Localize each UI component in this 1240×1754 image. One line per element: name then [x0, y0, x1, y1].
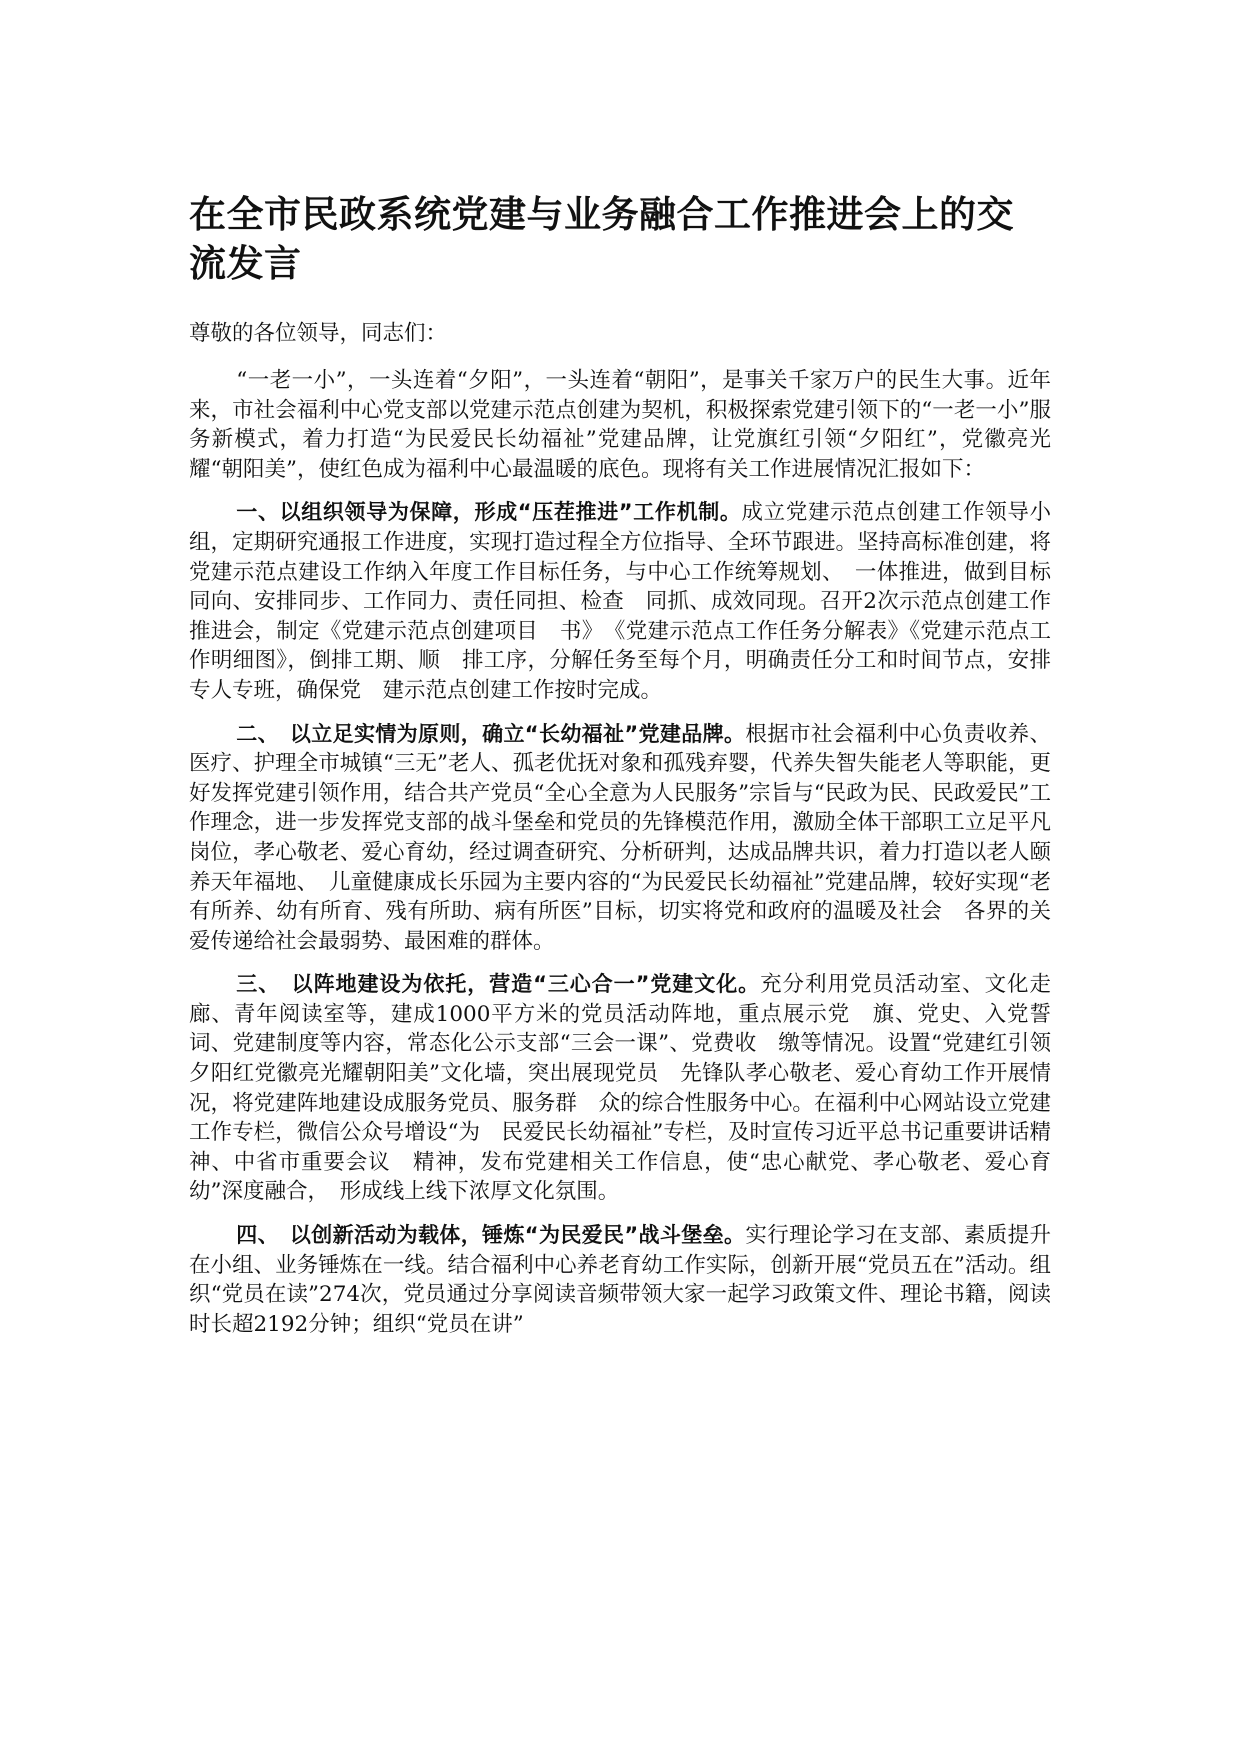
paragraph-text: 实行理论学习在支部、素质提升在小组、业务锤炼在一线。结合福利中心养老育幼工作实际，创新开展“党员五在”活动。组织“党员在读”274次，党员通过分享阅读音频带领大家一起学习政策文件、理论书籍，阅读时长超2192分钟；组织“党员在讲”: [189, 1223, 1051, 1337]
paragraph-section-3: [189, 970, 1051, 1207]
paragraph-intro: [189, 366, 1051, 484]
section-heading: 二、 以立足实情为原则，确立“长幼福祉”党建品牌。: [236, 721, 746, 746]
paragraph-text: “一老一小”，一头连着“夕阳”，一头连着“朝阳”，是事关千家万户的民生大事。近年来，市社会福利中心党支部以党建示范点创建为契机，积极探索党建引领下的“一老一小”服务新模式，着力打造“为民爱民长幼福祉”党建品牌，让党旗红引领“夕阳红”，党徽亮光耀“朝阳美”，使红色成为福利中心最温暖的底色。现将有关工作进展情况汇报如下：: [189, 368, 1051, 482]
paragraph-text: 充分利用党员活动室、文化走廊、青年阅读室等，建成1000平方米的党员活动阵地，重点展示党 旗、党史、入党誓词、党建制度等内容，常态化公示支部“三会一课”、党费收 缴等情况。设置“党建红引领夕阳红党徽亮光耀朝阳美”文化墙，突出展现党员 先锋队孝心敬老、爱心育幼工作开展情况，将党建阵地建设成服务党员、服务群 众的综合性服务中心。在福利中心网站设立党建工作专栏，微信公众号增设“为 民爱民长幼福祉”专栏，及时宣传习近平总书记重要讲话精神、中省市重要会议 精神，发布党建相关工作信息，使“忠心献党、孝心敬老、爱心育幼”深度融合， 形成线上线下浓厚文化氛围。: [189, 972, 1051, 1205]
paragraph-section-1: [189, 498, 1051, 705]
paragraph-text: 根据市社会福利中心负责收养、医疗、护理全市城镇“三无”老人、孤老优抚对象和孤残弃婴，代养失智失能老人等职能，更好发挥党建引领作用，结合共产党员“全心全意为人民服务”宗旨与“民政为民、民政爱民”工作理念，进一步发挥党支部的战斗堡垒和党员的先锋模范作用，激励全体干部职工立足平凡岗位，孝心敬老、爱心育幼，经过调查研究、分析研判，达成品牌共识，着力打造以老人颐养天年福地、 儿童健康成长乐园为主要内容的“为民爱民长幼福祉”党建品牌，较好实现“老 有所养、幼有所育、残有所助、病有所医”目标，切实将党和政府的温暖及社会 各界的关爱传递给社会最弱势、最困难的群体。: [189, 721, 1073, 954]
paragraph-section-4: [189, 1221, 1051, 1339]
document-page: [189, 190, 1073, 1339]
section-heading: 四、 以创新活动为载体，锤炼“为民爱民”战斗堡垒。: [236, 1223, 746, 1248]
document-title: 在全市民政系统党建与业务融合工作推进会上的交流发言: [189, 193, 1014, 285]
salutation: 尊敬的各位领导，同志们：: [189, 321, 448, 346]
paragraph-text: 成立党建示范点创建工作领导小组，定期研究通报工作进度，实现打造过程全方位指导、全环节跟进。坚持高标准创建，将党建示范点建设工作纳入年度工作目标任务，与中心工作统筹规划、 一体推进，做到目标同向、安排同步、工作同力、责任同担、检查 同抓、成效同现。召开2次示范点创建工作推进会，制定《党建示范点创建项目 书》 《党建示范点工作任务分解表》《党建示范点工作明细图》，倒排工期、顺 排工序，分解任务至每个月，明确责任分工和时间节点，安排专人专班，确保党 建示范点创建工作按时完成。: [189, 500, 1051, 703]
section-heading: 一、以组织领导为保障，形成“压茬推进”工作机制。: [236, 500, 742, 525]
section-heading: 三、 以阵地建设为依托，营造“三心合一”党建文化。: [236, 972, 761, 997]
paragraph-section-2: [189, 720, 1073, 957]
